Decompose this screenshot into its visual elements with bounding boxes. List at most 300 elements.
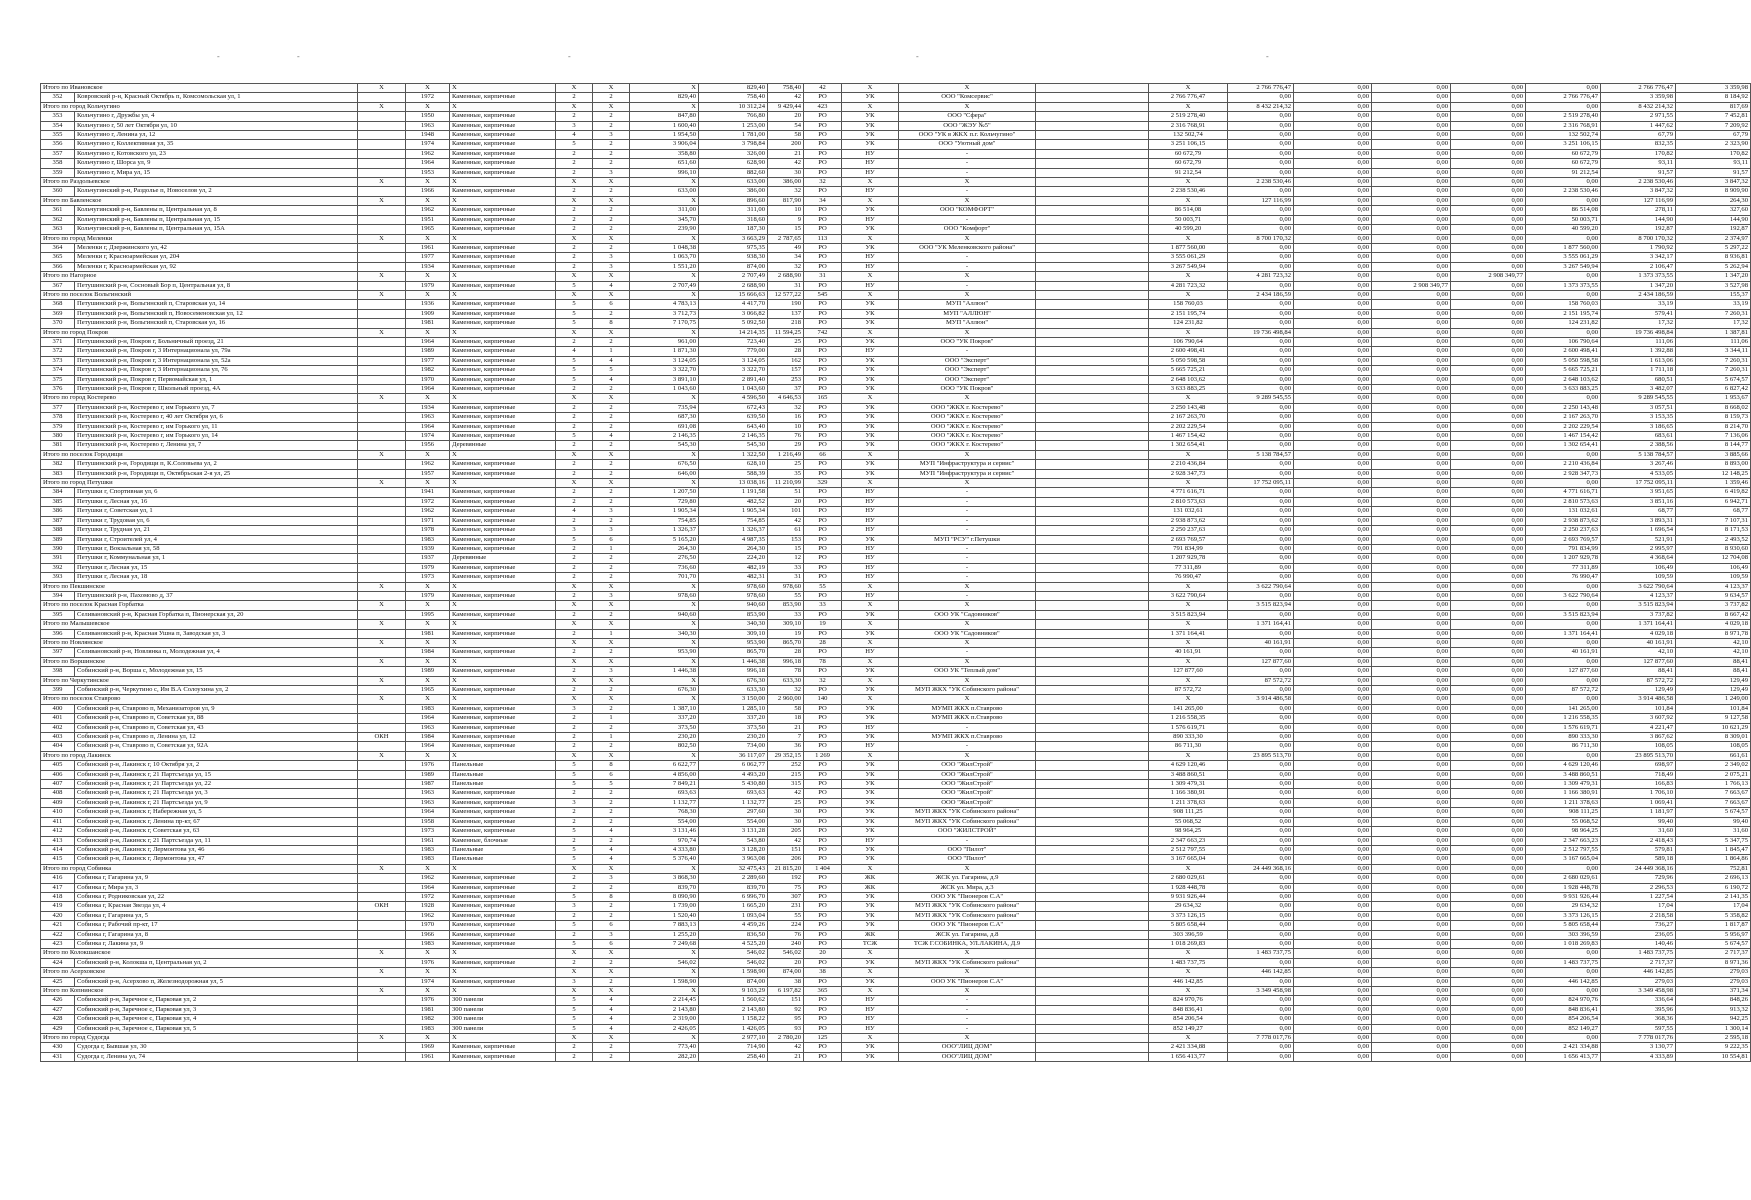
table-cell: X xyxy=(899,620,1036,629)
table-cell: 2 146,35 xyxy=(699,432,768,441)
table-cell: 5 xyxy=(556,761,593,770)
table-cell: 55 xyxy=(768,591,804,600)
table-cell: ОКН xyxy=(358,733,406,742)
table-cell: 0,00 xyxy=(1372,996,1451,1005)
table-cell: X xyxy=(450,864,556,873)
table-cell: 1983 xyxy=(406,855,450,864)
table-cell: 1 xyxy=(593,629,630,638)
table-cell: 0,00 xyxy=(1294,667,1372,676)
row-number: 408 xyxy=(41,789,75,798)
table-cell: 588,39 xyxy=(699,469,768,478)
table-cell xyxy=(1036,987,1149,996)
table-cell: 329 xyxy=(804,479,842,488)
table-cell: 8 432 214,32 xyxy=(1601,102,1676,111)
table-cell: РО xyxy=(804,610,842,619)
table-cell: 371,34 xyxy=(1676,987,1751,996)
table-cell: 0,00 xyxy=(1228,996,1294,1005)
row-number: 359 xyxy=(41,168,75,177)
table-cell: РО xyxy=(804,789,842,798)
table-cell: 2 680 029,61 xyxy=(1149,874,1228,883)
table-cell: X xyxy=(406,1034,450,1043)
subtotal-label: Итого по Новлянское xyxy=(41,638,358,647)
table-cell: 309,10 xyxy=(699,629,768,638)
table-cell: 3 186,65 xyxy=(1601,422,1676,431)
row-number: 374 xyxy=(41,366,75,375)
table-cell: 0,00 xyxy=(1451,356,1526,365)
table-cell: 32 xyxy=(768,403,804,412)
table-cell: 4 xyxy=(593,996,630,1005)
table-cell: НУ xyxy=(842,215,899,224)
table-cell: РО xyxy=(804,742,842,751)
table-cell: ООО "ЖилСтрой" xyxy=(899,770,1036,779)
table-cell: 0,00 xyxy=(1294,629,1372,638)
table-cell: 99,40 xyxy=(1676,817,1751,826)
scan-mark: - xyxy=(568,52,571,61)
table-cell: 2 512 797,55 xyxy=(1526,845,1601,854)
table-cell: 579,81 xyxy=(1601,845,1676,854)
table-cell: 0,00 xyxy=(1451,930,1526,939)
table-cell: 29 352,15 xyxy=(768,751,804,760)
address-cell: Собинка г, Лакина ул, 9 xyxy=(75,939,358,948)
address-cell: Собинский р-н, Ставрово п, Советская ул, 92А xyxy=(75,742,358,751)
row-number: 399 xyxy=(41,686,75,695)
table-row xyxy=(41,789,1751,798)
table-cell xyxy=(1036,507,1149,516)
table-cell: 1 613,06 xyxy=(1601,356,1676,365)
table-cell: 2 xyxy=(593,902,630,911)
table-cell: X xyxy=(842,102,899,111)
table-cell: УК xyxy=(842,827,899,836)
table-cell xyxy=(358,375,406,384)
table-cell: X xyxy=(556,290,593,299)
table-row xyxy=(41,403,1751,412)
table-cell: 3 906,04 xyxy=(630,140,699,149)
table-cell xyxy=(1036,770,1149,779)
table-cell: РО xyxy=(804,930,842,939)
row-number: 386 xyxy=(41,507,75,516)
table-cell: X xyxy=(556,751,593,760)
table-cell: 2 214,45 xyxy=(630,996,699,1005)
row-number: 353 xyxy=(41,112,75,121)
table-cell: 0,00 xyxy=(1294,319,1372,328)
table-cell: X xyxy=(630,582,699,591)
table-cell: 0,00 xyxy=(1526,290,1601,299)
scan-mark: - xyxy=(297,52,300,61)
table-cell: 0,00 xyxy=(1451,657,1526,666)
table-cell: 0,00 xyxy=(1451,262,1526,271)
table-cell: 0,00 xyxy=(1451,808,1526,817)
table-cell: X xyxy=(593,450,630,459)
table-cell: 1 166 380,91 xyxy=(1526,789,1601,798)
subtotal-row xyxy=(41,394,1751,403)
table-cell: 1970 xyxy=(406,921,450,930)
table-cell: X xyxy=(1149,601,1228,610)
table-cell: РО xyxy=(804,309,842,318)
address-cell: Собинский р-н, Лакинск г, 21 Партсъезда ул, 3 xyxy=(75,789,358,798)
table-cell: X xyxy=(630,638,699,647)
table-cell: 10 312,24 xyxy=(699,102,768,111)
table-cell: 2 316 768,91 xyxy=(1149,121,1228,130)
address-cell: Собинский р-н, Заречное с, Парковая ул, 4 xyxy=(75,1015,358,1024)
subtotal-row xyxy=(41,290,1751,299)
table-cell: 345,70 xyxy=(630,215,699,224)
table-cell: Панельные xyxy=(450,770,556,779)
table-cell: 742 xyxy=(804,328,842,337)
table-cell: 9 289 545,55 xyxy=(1228,394,1294,403)
table-cell: 0,00 xyxy=(1294,1015,1372,1024)
table-cell: 1984 xyxy=(406,648,450,657)
table-cell: УК xyxy=(842,319,899,328)
table-cell: 0,00 xyxy=(1294,272,1372,281)
table-cell: X xyxy=(556,949,593,958)
table-cell: 0,00 xyxy=(1451,507,1526,516)
table-cell: 1971 xyxy=(406,516,450,525)
table-cell: 1 576 619,71 xyxy=(1149,723,1228,732)
table-cell: 1 166 380,91 xyxy=(1149,789,1228,798)
table-cell: 91 212,54 xyxy=(1526,168,1601,177)
table-cell: 2 xyxy=(556,441,593,450)
table-cell: - xyxy=(899,742,1036,751)
table-cell: 1 216,49 xyxy=(768,450,804,459)
table-cell: 0,00 xyxy=(1372,413,1451,422)
row-number: 385 xyxy=(41,497,75,506)
row-number: 409 xyxy=(41,798,75,807)
table-cell: 2 167 263,70 xyxy=(1526,413,1601,422)
table-cell: 1970 xyxy=(406,375,450,384)
table-cell: X xyxy=(450,394,556,403)
table-cell: 0,00 xyxy=(1294,243,1372,252)
table-cell: 87 572,72 xyxy=(1526,686,1601,695)
table-cell: 218 xyxy=(768,319,804,328)
table-cell: 0,00 xyxy=(1451,751,1526,760)
table-cell: 151 xyxy=(768,845,804,854)
table-cell xyxy=(358,300,406,309)
table-cell: НУ xyxy=(842,488,899,497)
table-cell: X xyxy=(630,676,699,685)
table-cell: 124 231,82 xyxy=(1526,319,1601,328)
table-cell: 0,00 xyxy=(1451,554,1526,563)
table-cell: УК xyxy=(842,403,899,412)
table-cell xyxy=(1036,328,1149,337)
table-cell: 0,00 xyxy=(1294,375,1372,384)
table-cell: 5 674,57 xyxy=(1676,375,1751,384)
table-cell: 3 373 126,15 xyxy=(1149,911,1228,920)
table-cell: УК xyxy=(842,958,899,967)
table-cell: РО xyxy=(804,469,842,478)
table-cell: 0,00 xyxy=(1294,497,1372,506)
table-cell: 300 панели xyxy=(450,1024,556,1033)
table-cell xyxy=(358,187,406,196)
table-cell: УК xyxy=(842,413,899,422)
table-cell: 2 218,58 xyxy=(1601,911,1676,920)
table-row xyxy=(41,488,1751,497)
table-cell: 9 634,57 xyxy=(1676,591,1751,600)
table-row xyxy=(41,215,1751,224)
table-cell: 6 622,77 xyxy=(630,761,699,770)
table-cell: 0,00 xyxy=(1228,319,1294,328)
table-cell: 676,30 xyxy=(699,676,768,685)
table-cell: 0,00 xyxy=(1228,958,1294,967)
table-cell: 1 347,20 xyxy=(1676,272,1751,281)
table-cell: 687,30 xyxy=(630,413,699,422)
table-cell: 230,20 xyxy=(630,733,699,742)
table-cell: 0,00 xyxy=(1228,281,1294,290)
table-cell: 2 xyxy=(556,629,593,638)
table-cell xyxy=(1036,366,1149,375)
table-cell: 76 xyxy=(768,432,804,441)
table-cell: 8 xyxy=(593,319,630,328)
table-cell: X xyxy=(593,178,630,187)
table-cell: 7 260,31 xyxy=(1676,356,1751,365)
table-cell xyxy=(1036,526,1149,535)
table-cell xyxy=(1036,187,1149,196)
table-cell: РО xyxy=(804,921,842,930)
address-cell: Собинский р-н, Ставрово п, Советская ул, 88 xyxy=(75,714,358,723)
table-cell: 337,20 xyxy=(699,714,768,723)
table-cell: 3 359,98 xyxy=(1601,93,1676,102)
table-cell: 7 170,75 xyxy=(630,319,699,328)
table-cell: 0,00 xyxy=(1451,686,1526,695)
table-cell: 735,94 xyxy=(630,403,699,412)
table-cell: 3 914 486,58 xyxy=(1601,695,1676,704)
table-cell: МУМП ЖКХ п.Ставрово xyxy=(899,714,1036,723)
table-cell: X xyxy=(450,968,556,977)
table-cell: 1966 xyxy=(406,930,450,939)
table-cell: 1 xyxy=(593,733,630,742)
table-cell: 1 269 xyxy=(804,751,842,760)
table-cell: 0,00 xyxy=(1451,375,1526,384)
table-cell: 0,00 xyxy=(1228,112,1294,121)
table-row xyxy=(41,460,1751,469)
table-row xyxy=(41,526,1751,535)
table-cell: 0,00 xyxy=(1451,178,1526,187)
table-cell: 1963 xyxy=(406,789,450,798)
table-cell: 0,00 xyxy=(1372,620,1451,629)
table-cell xyxy=(1036,817,1149,826)
table-cell: 2 xyxy=(593,573,630,582)
table-row xyxy=(41,648,1751,657)
table-cell: 0,00 xyxy=(1228,845,1294,854)
table-cell xyxy=(1036,102,1149,111)
table-cell: 1963 xyxy=(406,121,450,130)
table-cell: 0,00 xyxy=(1526,272,1601,281)
table-cell: 55 xyxy=(804,582,842,591)
table-cell: 0,00 xyxy=(1451,638,1526,647)
table-cell: 124 231,82 xyxy=(1149,319,1228,328)
table-cell: 0,00 xyxy=(1294,582,1372,591)
table-row xyxy=(41,149,1751,158)
table-cell: 0,00 xyxy=(1372,432,1451,441)
table-cell: 0,00 xyxy=(1294,131,1372,140)
table-cell: 28 xyxy=(768,648,804,657)
table-cell: 0,00 xyxy=(1451,987,1526,996)
table-cell: 5 xyxy=(556,827,593,836)
table-row xyxy=(41,356,1751,365)
table-cell: 0,00 xyxy=(1228,140,1294,149)
table-cell: ЖСК ул. Мира, д.3 xyxy=(899,883,1036,892)
table-cell: 0,00 xyxy=(1451,102,1526,111)
table-cell: 1 216 558,35 xyxy=(1149,714,1228,723)
table-cell: НУ xyxy=(842,573,899,582)
table-cell: 4 533,05 xyxy=(1601,469,1676,478)
table-cell: 0,00 xyxy=(1526,84,1601,93)
table-cell: 1953 xyxy=(406,168,450,177)
table-cell xyxy=(1036,394,1149,403)
table-cell xyxy=(358,554,406,563)
table-cell: 2 977,10 xyxy=(699,1034,768,1043)
table-cell: 1934 xyxy=(406,403,450,412)
table-cell: 0,00 xyxy=(1228,930,1294,939)
table-cell: X xyxy=(556,968,593,977)
table-cell: РО xyxy=(804,648,842,657)
table-cell: НУ xyxy=(842,187,899,196)
table-cell: 3 349 458,98 xyxy=(1601,987,1676,996)
table-cell xyxy=(358,958,406,967)
address-cell: Петушинский р-н, Вольгинский п, Старовская ул, 14 xyxy=(75,300,358,309)
table-cell: 0,00 xyxy=(1451,958,1526,967)
table-cell: 482,19 xyxy=(699,563,768,572)
table-row xyxy=(41,131,1751,140)
row-number: 400 xyxy=(41,704,75,713)
table-cell: 40 161,91 xyxy=(1526,648,1601,657)
subtotal-row xyxy=(41,949,1751,958)
table-cell: 1964 xyxy=(406,742,450,751)
row-number: 393 xyxy=(41,573,75,582)
table-cell: 158 760,03 xyxy=(1526,300,1601,309)
row-number: 430 xyxy=(41,1043,75,1052)
table-cell: 76 990,47 xyxy=(1149,573,1228,582)
table-cell: МУП ЖКХ "УК Собинского района" xyxy=(899,902,1036,911)
table-cell: РО xyxy=(804,939,842,948)
table-cell: 140 xyxy=(804,695,842,704)
table-cell: 1 467 154,42 xyxy=(1526,432,1601,441)
table-cell: X xyxy=(406,657,450,666)
table-cell: X xyxy=(899,102,1036,111)
table-cell: 1 928 448,78 xyxy=(1149,883,1228,892)
table-cell: 1909 xyxy=(406,309,450,318)
table-cell: 9 127,58 xyxy=(1676,714,1751,723)
table-cell: РО xyxy=(804,591,842,600)
address-cell: Петушинский р-н, Костерево г, им Горького ул, 14 xyxy=(75,432,358,441)
table-cell: 2 xyxy=(593,497,630,506)
table-cell: 0,00 xyxy=(1372,479,1451,488)
table-cell: 60 672,79 xyxy=(1149,149,1228,158)
table-cell: РО xyxy=(804,215,842,224)
subtotal-row xyxy=(41,178,1751,187)
table-cell: 0,00 xyxy=(1451,892,1526,901)
table-cell xyxy=(358,309,406,318)
table-row xyxy=(41,892,1751,901)
table-cell: 1950 xyxy=(406,112,450,121)
table-cell: Каменные, кирпичные xyxy=(450,432,556,441)
table-cell: УК xyxy=(842,629,899,638)
table-cell: 446 142,85 xyxy=(1149,977,1228,986)
row-number: 405 xyxy=(41,761,75,770)
table-cell: 2 xyxy=(593,610,630,619)
table-cell: 0,00 xyxy=(1526,638,1601,647)
address-cell: Собинский р-н, Лакинск г, Советская ул, 63 xyxy=(75,827,358,836)
table-cell: 3 267 549,94 xyxy=(1526,262,1601,271)
table-cell: Каменные, кирпичные xyxy=(450,798,556,807)
table-cell: РО xyxy=(804,1024,842,1033)
table-cell: 7 107,31 xyxy=(1676,516,1751,525)
table-cell: 1984 xyxy=(406,733,450,742)
table-cell: ООО "Пилот" xyxy=(899,855,1036,864)
table-cell: X xyxy=(556,695,593,704)
table-cell: 0,00 xyxy=(1451,290,1526,299)
table-cell: 5 xyxy=(556,356,593,365)
table-cell: 300 панели xyxy=(450,1005,556,1014)
address-cell: Петушки г, Трудная ул, 21 xyxy=(75,526,358,535)
table-cell: 0,00 xyxy=(1451,1015,1526,1024)
table-cell: 125 xyxy=(804,1034,842,1043)
table-cell: 4 281 723,32 xyxy=(1149,281,1228,290)
table-cell: 0,00 xyxy=(1372,290,1451,299)
table-cell: 0,00 xyxy=(1294,290,1372,299)
table-cell: ООО "ЖЭУ №5" xyxy=(899,121,1036,130)
table-cell: 151 xyxy=(768,996,804,1005)
table-cell: X xyxy=(630,328,699,337)
table-cell: X xyxy=(406,620,450,629)
table-cell: 829,40 xyxy=(630,93,699,102)
address-cell: Собинский р-н, Ставрово п, Механизаторов ул, 9 xyxy=(75,704,358,713)
table-cell: 975,35 xyxy=(699,243,768,252)
table-cell: 3 555 061,29 xyxy=(1149,253,1228,262)
table-cell xyxy=(1036,479,1149,488)
table-cell: 0,00 xyxy=(1228,836,1294,845)
table-cell: 848 836,41 xyxy=(1526,1005,1601,1014)
table-cell: 2 xyxy=(556,168,593,177)
table-cell: УК xyxy=(842,432,899,441)
table-cell: 0,00 xyxy=(1294,215,1372,224)
table-row xyxy=(41,554,1751,563)
table-cell: 6 xyxy=(593,939,630,948)
table-cell: 0,00 xyxy=(1294,385,1372,394)
table-cell: 0,00 xyxy=(1228,460,1294,469)
table-cell: X xyxy=(406,272,450,281)
table-cell xyxy=(1036,892,1149,901)
table-cell: 0,00 xyxy=(1372,225,1451,234)
table-cell: 4 493,20 xyxy=(699,770,768,779)
table-cell: 3 322,70 xyxy=(699,366,768,375)
table-cell: Каменные, кирпичные xyxy=(450,930,556,939)
table-cell xyxy=(358,356,406,365)
table-cell xyxy=(1036,272,1149,281)
subtotal-label: Итого по Раздольевское xyxy=(41,178,358,187)
table-cell: 1 359,46 xyxy=(1676,479,1751,488)
table-cell: 0,00 xyxy=(1372,394,1451,403)
table-cell: 108,05 xyxy=(1601,742,1676,751)
table-cell: 0,00 xyxy=(1294,977,1372,986)
table-cell xyxy=(1036,441,1149,450)
table-cell: Каменные, кирпичные xyxy=(450,140,556,149)
table-cell: РО xyxy=(804,817,842,826)
table-cell: 3 xyxy=(556,798,593,807)
table-cell: 4 xyxy=(593,432,630,441)
table-cell: 2 xyxy=(593,723,630,732)
table-cell: 0,00 xyxy=(1372,733,1451,742)
row-number: 382 xyxy=(41,460,75,469)
table-cell: 0,00 xyxy=(1294,902,1372,911)
table-cell: 131 032,61 xyxy=(1526,507,1601,516)
row-number: 413 xyxy=(41,836,75,845)
table-cell: X xyxy=(450,695,556,704)
table-cell: 3 515 823,94 xyxy=(1228,601,1294,610)
table-cell: 0,00 xyxy=(1451,704,1526,713)
table-cell: 7 849,21 xyxy=(630,780,699,789)
table-cell: 4 xyxy=(593,1024,630,1033)
table-cell: X xyxy=(406,601,450,610)
